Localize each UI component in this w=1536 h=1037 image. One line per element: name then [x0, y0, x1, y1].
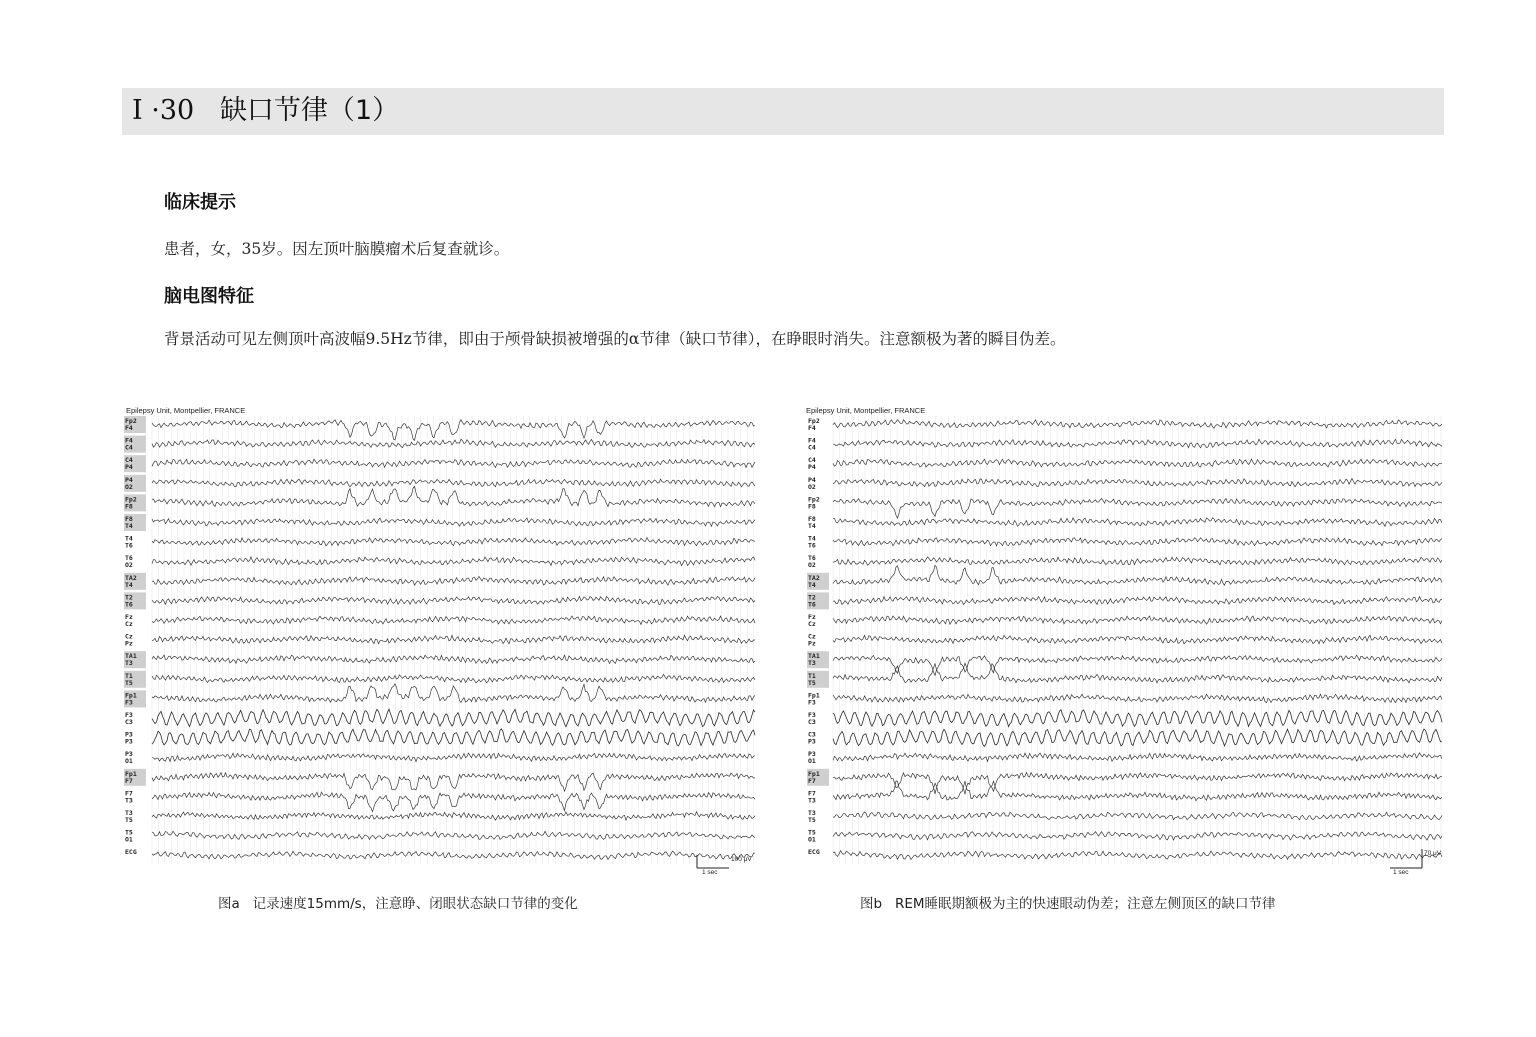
channel-label: F3	[808, 698, 816, 707]
channel-label: T5	[125, 828, 133, 837]
clinical-heading: 临床提示	[164, 192, 236, 213]
channel-label: P4	[808, 463, 816, 472]
eeg-trace	[152, 538, 755, 546]
eeg-trace	[833, 753, 1442, 762]
time-scale-label: 1 sec	[702, 869, 718, 876]
eeg-trace-a	[122, 402, 762, 880]
channel-label: T3	[808, 796, 816, 805]
channel-label: C3	[125, 718, 133, 726]
eeg-trace	[152, 635, 755, 644]
channel-label: C4	[808, 456, 816, 465]
eeg-trace	[152, 792, 755, 812]
channel-label: P4	[125, 463, 133, 472]
page-title	[132, 94, 399, 128]
eeg-trace	[152, 851, 755, 859]
channel-label: Fp2	[808, 495, 820, 504]
channel-label: F7	[125, 776, 133, 785]
channel-label: T3	[125, 809, 133, 817]
channel-label: C3	[808, 730, 816, 739]
channel-label: T4	[808, 534, 816, 543]
eeg-trace	[152, 753, 755, 762]
channel-label: O2	[125, 561, 133, 570]
eeg-trace	[833, 655, 1442, 675]
channel-label: TA2	[808, 573, 820, 582]
channel-label: F3	[125, 711, 133, 719]
channel-label: F8	[125, 502, 133, 511]
eeg-trace	[833, 518, 1442, 526]
eeg-trace	[152, 674, 755, 683]
eeg-trace	[152, 420, 755, 441]
eeg-trace	[152, 557, 755, 566]
channel-label: TA1	[808, 652, 820, 661]
eeg-trace	[152, 439, 755, 447]
eeg-figure-a	[122, 402, 762, 880]
channel-label: Fp1	[808, 769, 820, 778]
eeg-trace	[833, 851, 1442, 860]
channel-label: T1	[808, 671, 816, 680]
channel-label: T6	[125, 541, 133, 550]
title-bar	[122, 88, 1444, 135]
channel-label: T4	[808, 522, 816, 530]
figure-b-label: 图b	[860, 896, 883, 912]
channel-label: Cz	[125, 632, 133, 641]
channel-label: F7	[808, 776, 816, 785]
channel-label: T4	[125, 580, 133, 589]
channel-label: C4	[125, 443, 133, 452]
eeg-trace	[833, 498, 1442, 518]
eeg-features-text: 背景活动可见左侧顶叶高波幅9.5Hz节律，即由于颅骨缺损被增强的α节律（缺口节律），在睁眼时消失。注意额极为著的瞬目伪差。	[164, 330, 1066, 348]
channel-label: C4	[125, 456, 133, 465]
figure-a-label: 图a	[218, 896, 240, 912]
channel-label: F4	[125, 424, 133, 432]
channel-label: Fp1	[125, 691, 137, 700]
eeg-trace	[152, 459, 755, 468]
section-number: I ·30	[132, 95, 195, 126]
channel-label: T3	[125, 659, 133, 668]
channel-label: Fp2	[125, 417, 137, 425]
channel-label: T2	[808, 593, 816, 602]
channel-label: Fz	[125, 613, 133, 621]
channel-label: T3	[125, 796, 133, 805]
clinical-text: 患者，女，35岁。因左顶叶脑膜瘤术后复查就诊。	[164, 240, 510, 258]
channel-label: P3	[125, 737, 133, 746]
channel-label: T4	[125, 534, 133, 543]
eeg-trace	[833, 663, 1442, 683]
channel-label: TA1	[125, 652, 137, 661]
channel-label: C4	[808, 443, 816, 452]
eeg-trace	[833, 616, 1442, 624]
channel-label: T3	[808, 659, 816, 668]
channel-label: F7	[125, 789, 133, 798]
channel-label: F4	[808, 424, 816, 432]
channel-label: T6	[808, 600, 816, 609]
eeg-trace	[833, 597, 1442, 605]
channel-label: F3	[125, 698, 133, 707]
eeg-trace	[833, 439, 1442, 448]
eeg-figure-b	[805, 402, 1445, 880]
eeg-trace	[152, 831, 755, 839]
eeg-trace	[152, 596, 755, 604]
channel-label: T6	[125, 554, 133, 563]
eeg-trace	[833, 781, 1442, 801]
eeg-trace	[152, 616, 755, 625]
eeg-trace	[152, 812, 755, 821]
eeg-features-heading: 脑电图特征	[164, 286, 254, 307]
eeg-trace	[833, 557, 1442, 565]
channel-label: O2	[808, 561, 816, 570]
eeg-trace	[152, 479, 755, 487]
eeg-trace	[833, 812, 1442, 820]
channel-label: T5	[808, 678, 816, 687]
eeg-trace	[833, 538, 1442, 546]
eeg-trace	[833, 459, 1442, 467]
channel-label: O2	[808, 482, 816, 491]
eeg-trace	[152, 684, 755, 703]
channel-label: P3	[125, 730, 133, 739]
eeg-trace	[152, 729, 755, 746]
channel-label: Pz	[808, 639, 816, 648]
channel-label: O2	[125, 482, 133, 491]
channel-label: P4	[125, 475, 133, 484]
channel-label: P3	[808, 737, 816, 746]
figure-a-source: Epilepsy Unit, Montpellier, FRANCE	[126, 406, 246, 415]
channel-label: Fp1	[808, 691, 820, 700]
channel-label: Fz	[808, 613, 816, 621]
channel-label: Pz	[125, 639, 133, 648]
channel-label: T4	[808, 580, 816, 589]
channel-label: T5	[808, 828, 816, 837]
channel-label: O1	[125, 757, 133, 766]
channel-label: T5	[125, 678, 133, 687]
eeg-trace	[152, 518, 755, 526]
channel-label: T6	[808, 554, 816, 563]
channel-label: C3	[808, 718, 816, 726]
channel-label: F8	[808, 502, 816, 511]
eeg-trace	[833, 635, 1442, 644]
channel-label: Fp1	[125, 769, 137, 778]
eeg-trace	[152, 655, 755, 663]
channel-label: F8	[125, 515, 133, 523]
channel-label: Fp2	[125, 495, 137, 504]
channel-label: Cz	[808, 632, 816, 641]
figure-b-source: Epilepsy Unit, Montpellier, FRANCE	[806, 406, 926, 415]
channel-label: T1	[125, 671, 133, 680]
amplitude-scale-label: 100 μV	[731, 856, 752, 863]
channel-label: ECG	[808, 848, 820, 857]
amplitude-scale-label: 70 μV	[1424, 850, 1442, 857]
figure-b-caption	[860, 892, 1276, 912]
channel-label: T5	[125, 816, 133, 824]
channel-label: Fp2	[808, 417, 820, 425]
channel-label: P3	[808, 750, 816, 759]
channel-label: O1	[808, 757, 816, 766]
eeg-trace	[152, 773, 755, 792]
eeg-trace	[833, 832, 1442, 840]
eeg-trace	[833, 694, 1442, 703]
eeg-trace	[833, 420, 1442, 429]
channel-label: O1	[125, 835, 133, 844]
channel-label: F4	[808, 436, 816, 445]
channel-label: Cz	[808, 620, 816, 628]
channel-label: F7	[808, 789, 816, 798]
eeg-trace	[152, 709, 755, 727]
figure-a-caption-text: 记录速度15mm/s，注意睁、闭眼状态缺口节律的变化	[252, 896, 578, 912]
channel-label: P3	[125, 750, 133, 759]
channel-label: ECG	[125, 848, 137, 857]
channel-label: Cz	[125, 620, 133, 628]
channel-label: F4	[125, 436, 133, 445]
channel-label: T2	[125, 593, 133, 602]
channel-label: P4	[808, 475, 816, 484]
eeg-trace	[833, 773, 1442, 795]
channel-label: T4	[125, 522, 133, 530]
eeg-trace	[833, 565, 1442, 585]
figure-b-caption-text: REM睡眠期额极为主的快速眼动伪差；注意左侧顶区的缺口节律	[894, 896, 1276, 912]
section-title: 缺口节律（1）	[219, 95, 400, 126]
eeg-trace	[833, 710, 1442, 727]
time-scale-label: 1 sec	[1393, 869, 1409, 876]
channel-label: T6	[808, 541, 816, 550]
channel-label: F3	[808, 711, 816, 719]
channel-label: T5	[808, 816, 816, 824]
channel-label: TA2	[125, 573, 137, 582]
eeg-trace	[833, 729, 1442, 746]
channel-label: T6	[125, 600, 133, 609]
eeg-trace	[152, 577, 755, 586]
channel-label: O1	[808, 835, 816, 844]
figure-a-caption	[218, 892, 578, 912]
eeg-trace	[833, 479, 1442, 487]
eeg-trace	[152, 486, 755, 506]
channel-label: F8	[808, 515, 816, 523]
eeg-trace-b	[805, 402, 1445, 880]
channel-label: T3	[808, 809, 816, 817]
